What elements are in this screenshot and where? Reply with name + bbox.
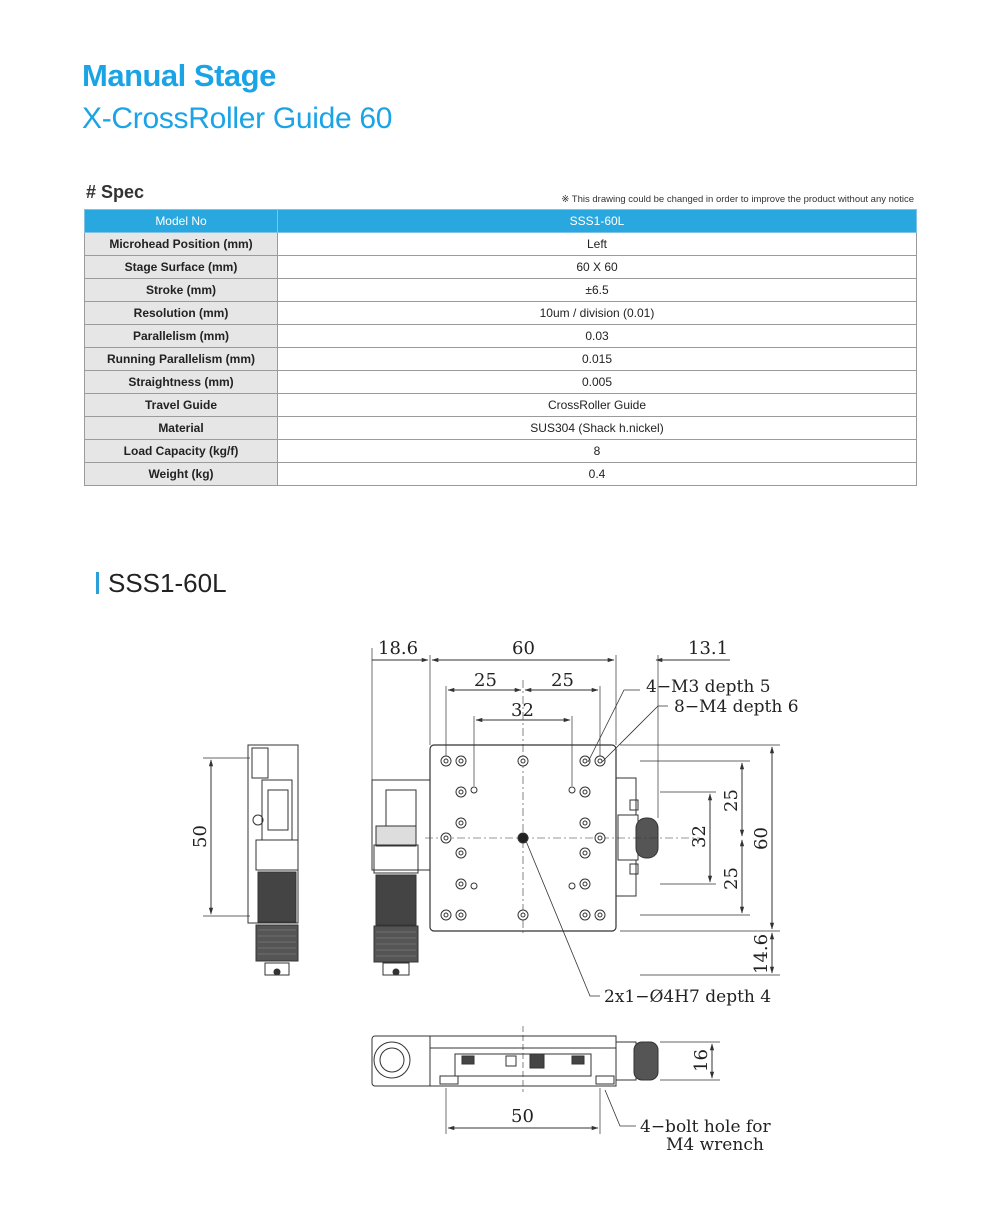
dim-center-span: 32 <box>511 700 534 721</box>
spec-key: Microhead Position (mm) <box>85 233 278 256</box>
dim-right-32: 32 <box>689 825 710 848</box>
spec-value: 0.015 <box>278 348 917 371</box>
dim-side-height: 50 <box>190 825 211 848</box>
dim-right-60: 60 <box>751 827 772 850</box>
callout-m4: 8−M4 depth 6 <box>674 697 799 717</box>
spec-notice: ※ This drawing could be changed in order to improve the product without any notice <box>561 194 914 205</box>
callout-bolt-line1: 4−bolt hole for <box>640 1117 771 1137</box>
spec-value: 0.005 <box>278 371 917 394</box>
dim-half-right: 25 <box>551 670 574 691</box>
spec-value: 10um / division (0.01) <box>278 302 917 325</box>
dim-width: 60 <box>512 638 535 659</box>
callout-pin: 2x1−Ø4H7 depth 4 <box>604 987 772 1007</box>
page-title: Manual Stage <box>82 58 276 93</box>
callout-m3: 4−M3 depth 5 <box>646 677 771 697</box>
spec-key: Load Capacity (kg/f) <box>85 440 278 463</box>
table-row <box>85 371 917 394</box>
spec-heading: # Spec <box>86 182 145 202</box>
table-row <box>85 394 917 417</box>
spec-value: 0.03 <box>278 325 917 348</box>
spec-key: Running Parallelism (mm) <box>85 348 278 371</box>
table-row <box>85 325 917 348</box>
page-subtitle: X-CrossRoller Guide 60 <box>82 102 393 135</box>
spec-key: Stage Surface (mm) <box>85 256 278 279</box>
spec-value: 8 <box>278 440 917 463</box>
dim-bottom-height: 16 <box>691 1049 712 1072</box>
table-row <box>85 348 917 371</box>
dim-right-25-bottom: 25 <box>721 867 742 890</box>
dim-half-left: 25 <box>474 670 497 691</box>
section-title-text: SSS1-60L <box>108 568 227 598</box>
table-row <box>85 463 917 486</box>
spec-key: Material <box>85 417 278 440</box>
spec-key: Resolution (mm) <box>85 302 278 325</box>
table-row <box>85 279 917 302</box>
spec-header-row <box>85 210 917 233</box>
table-row <box>85 233 917 256</box>
side-view <box>203 745 298 975</box>
spec-value: 60 X 60 <box>278 256 917 279</box>
spec-value: 0.4 <box>278 463 917 486</box>
dim-right-offset: 13.1 <box>688 638 729 659</box>
callout-bolt-line2: M4 wrench <box>666 1135 764 1155</box>
spec-key: Weight (kg) <box>85 463 278 486</box>
table-row <box>85 256 917 279</box>
table-row <box>85 302 917 325</box>
spec-table <box>84 209 917 486</box>
spec-value: SUS304 (Shack h.nickel) <box>278 417 917 440</box>
table-row <box>85 440 917 463</box>
spec-value: Left <box>278 233 917 256</box>
spec-header-key: Model No <box>85 210 278 233</box>
spec-key: Straightness (mm) <box>85 371 278 394</box>
spec-header-value: SSS1-60L <box>278 210 917 233</box>
dim-right-25-top: 25 <box>721 789 742 812</box>
spec-value: CrossRoller Guide <box>278 394 917 417</box>
spec-key: Parallelism (mm) <box>85 325 278 348</box>
spec-value: ±6.5 <box>278 279 917 302</box>
spec-key: Stroke (mm) <box>85 279 278 302</box>
dim-right-14-6: 14.6 <box>751 933 772 974</box>
section-title <box>96 568 227 599</box>
technical-drawing <box>0 620 1000 1180</box>
dim-left-offset: 18.6 <box>378 638 419 659</box>
dim-bottom-width: 50 <box>511 1106 534 1127</box>
table-row <box>85 417 917 440</box>
spec-key: Travel Guide <box>85 394 278 417</box>
